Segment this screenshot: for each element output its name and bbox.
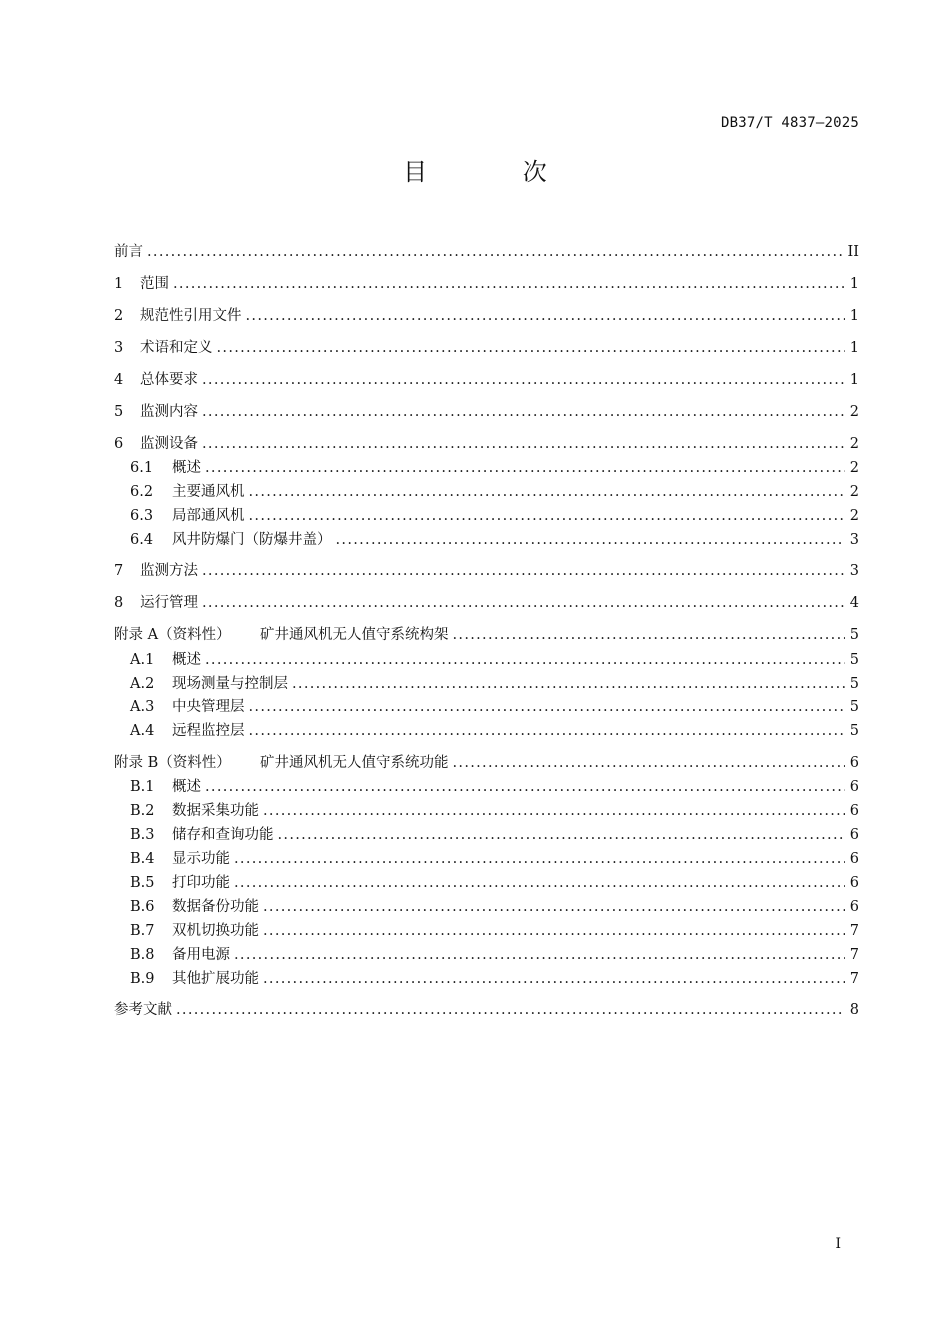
- toc-entry[interactable]: 8 运行管理 ..... 4: [114, 593, 859, 613]
- toc-subentry[interactable]: B.6 数据备份功能 ..... 6: [114, 897, 859, 917]
- toc-entry-label: 风井防爆门（防爆井盖）: [172, 532, 332, 548]
- toc-subentry[interactable]: A.4 远程监控层 ..... 5: [114, 721, 859, 741]
- toc-entry-label: 前言: [114, 244, 143, 260]
- toc-entry-label: 范围: [140, 276, 169, 292]
- toc-entry-label: 主要通风机: [172, 484, 245, 500]
- toc-entry[interactable]: 2 规范性引用文件 ..... 1: [114, 306, 859, 326]
- toc-subentry[interactable]: B.7 双机切换功能 ..... 7: [114, 921, 859, 941]
- toc-entry-label: 局部通风机: [172, 508, 245, 524]
- toc-entry-label: 矿井通风机无人值守系统功能: [260, 755, 449, 771]
- standard-code: DB37/T 4837—2025: [720, 115, 859, 131]
- toc-subentry[interactable]: 6.1 概述 ..... 2: [114, 458, 859, 478]
- toc-entry-page: 2: [849, 436, 859, 452]
- toc-entry[interactable]: 6 监测设备 ..... 2: [114, 434, 859, 454]
- toc-entry-label: 中央管理层: [172, 699, 245, 715]
- toc-entry-page: 6: [849, 875, 859, 891]
- page-title: 目 次: [403, 158, 591, 186]
- toc-entry-label: 规范性引用文件: [140, 308, 242, 324]
- toc-entry-page: 1: [849, 308, 859, 324]
- toc-subentry[interactable]: B.9 其他扩展功能 ..... 7: [114, 969, 859, 989]
- toc-entry-page: 7: [849, 947, 859, 963]
- toc-entry-label: 数据采集功能: [172, 803, 259, 819]
- toc-entry-label: 概述: [172, 779, 201, 795]
- toc-entry-page: 5: [849, 652, 859, 668]
- toc-entry-references[interactable]: [114, 1000, 859, 1020]
- toc-entry-label: 双机切换功能: [172, 923, 259, 939]
- toc-entry-label: 储存和查询功能: [172, 827, 274, 843]
- toc-entry-page: 2: [849, 404, 859, 420]
- toc-entry-label: 运行管理: [140, 595, 198, 611]
- toc-subentry[interactable]: 6.4 风井防爆门（防爆井盖） ..... 3: [114, 530, 859, 550]
- toc-entry-page: 4: [849, 595, 859, 611]
- toc-entry[interactable]: 4 总体要求 ..... 1: [114, 370, 859, 390]
- toc-entry-label: 术语和定义: [140, 340, 213, 356]
- toc-entry-page: 5: [849, 699, 859, 715]
- toc-entry-label: 参考文献: [114, 1002, 172, 1018]
- toc-entry-page: 2: [849, 508, 859, 524]
- toc-entry-label: 概述: [172, 652, 201, 668]
- toc-entry-label: 数据备份功能: [172, 899, 259, 915]
- toc-entry-foreword[interactable]: [114, 242, 859, 262]
- toc-entry-label: 概述: [172, 460, 201, 476]
- toc-subentry[interactable]: A.3 中央管理层 ..... 5: [114, 697, 859, 717]
- toc-entry-page: 6: [849, 899, 859, 915]
- toc-entry-label: 监测内容: [140, 404, 198, 420]
- toc-entry-page: 6: [849, 779, 859, 795]
- toc-entry-page: 1: [849, 372, 859, 388]
- toc-entry-appendix-a[interactable]: 附录 A（资料性） 矿井通风机无人值守系统构架 ..... 5: [114, 625, 859, 645]
- toc-entry-label: 备用电源: [172, 947, 230, 963]
- toc-entry-label: 显示功能: [172, 851, 230, 867]
- toc-subentry[interactable]: B.3 储存和查询功能 ..... 6: [114, 825, 859, 845]
- toc-subentry[interactable]: 6.3 局部通风机 ..... 2: [114, 506, 859, 526]
- toc-entry-label: 监测方法: [140, 563, 198, 579]
- toc-entry-page: 1: [849, 340, 859, 356]
- toc-subentry[interactable]: A.1 概述 ..... 5: [114, 650, 859, 670]
- toc-entry-page: 6: [849, 827, 859, 843]
- toc-entry-page: II: [847, 244, 859, 260]
- toc-entry-page: 6: [849, 851, 859, 867]
- toc-subentry[interactable]: B.2 数据采集功能 ..... 6: [114, 801, 859, 821]
- toc-entry-label: 其他扩展功能: [172, 971, 259, 987]
- toc-entry-page: 2: [849, 484, 859, 500]
- toc-entry-page: 1: [849, 276, 859, 292]
- toc-entry[interactable]: 1 范围 ..... 1: [114, 274, 859, 294]
- toc-entry-page: 5: [849, 723, 859, 739]
- toc-entry[interactable]: 3 术语和定义 ..... 1: [114, 338, 859, 358]
- toc-subentry[interactable]: B.8 备用电源 ..... 7: [114, 945, 859, 965]
- toc-entry[interactable]: 5 监测内容 ..... 2: [114, 402, 859, 422]
- toc-entry-page: 3: [849, 563, 859, 579]
- toc-entry-page: 8: [849, 1002, 859, 1018]
- toc-entry-label: 现场测量与控制层: [172, 676, 288, 692]
- toc-entry-label: 远程监控层: [172, 723, 245, 739]
- toc-entry-page: 2: [849, 460, 859, 476]
- toc-entry-label: 监测设备: [140, 436, 198, 452]
- page-number: I: [835, 1236, 841, 1252]
- toc-entry[interactable]: 7 监测方法 ..... 3: [114, 561, 859, 581]
- toc-entry-page: 5: [849, 676, 859, 692]
- toc-entry-page: 6: [849, 755, 859, 771]
- toc-subentry[interactable]: B.1 概述 ..... 6: [114, 777, 859, 797]
- toc-subentry[interactable]: B.5 打印功能 ..... 6: [114, 873, 859, 893]
- toc-entry-label: 总体要求: [140, 372, 198, 388]
- toc-subentry[interactable]: A.2 现场测量与控制层 ..... 5: [114, 674, 859, 694]
- toc-entry-page: 6: [849, 803, 859, 819]
- toc-subentry[interactable]: B.4 显示功能 ..... 6: [114, 849, 859, 869]
- toc-subentry[interactable]: 6.2 主要通风机 ..... 2: [114, 482, 859, 502]
- toc-entry-label: 打印功能: [172, 875, 230, 891]
- toc-entry-appendix-b[interactable]: 附录 B（资料性） 矿井通风机无人值守系统功能 ..... 6: [114, 753, 859, 773]
- toc-entry-page: 7: [849, 923, 859, 939]
- toc-entry-page: 5: [849, 627, 859, 643]
- toc-entry-page: 7: [849, 971, 859, 987]
- toc-entry-label: 矿井通风机无人值守系统构架: [260, 627, 449, 643]
- table-of-contents: [114, 0, 859, 1344]
- toc-entry-page: 3: [849, 532, 859, 548]
